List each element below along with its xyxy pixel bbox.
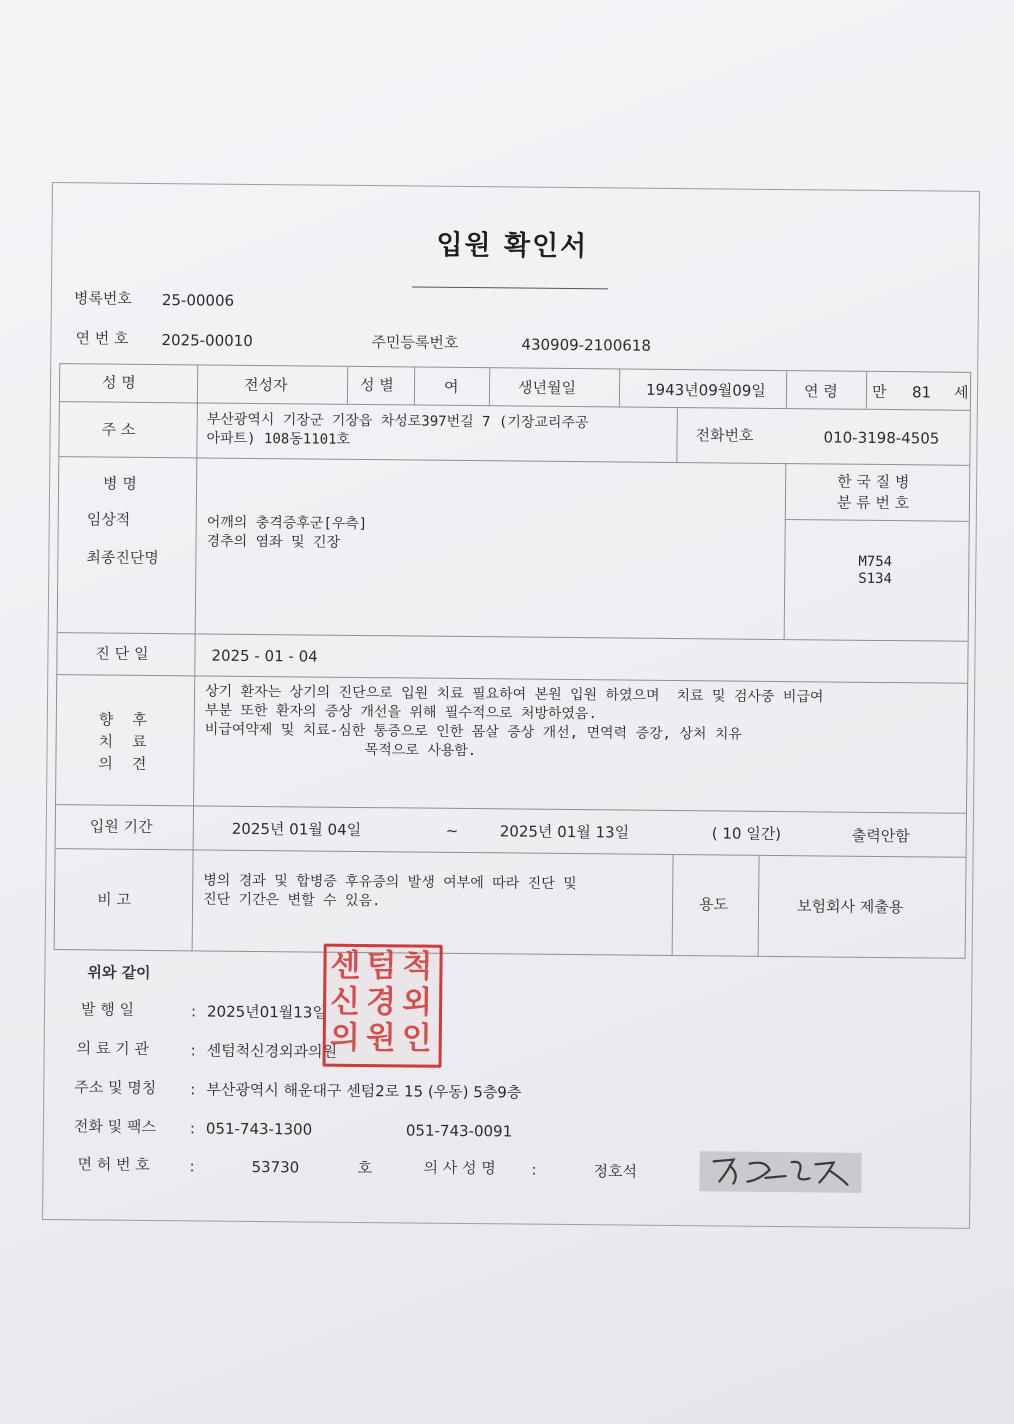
seal-glyph: 원 bbox=[365, 1020, 396, 1057]
institution-name: 센텀척신경외과의원 bbox=[206, 1041, 338, 1061]
issue-date: 2025년01월13일 bbox=[206, 1002, 327, 1022]
seal-glyph: 외 bbox=[401, 984, 433, 1021]
age-suffix: 세 bbox=[953, 383, 969, 402]
colon: : bbox=[190, 1080, 196, 1099]
remarks-label: 비 고 bbox=[97, 890, 131, 909]
title-underline bbox=[412, 286, 608, 289]
certificate-frame bbox=[42, 182, 980, 1229]
row-divider bbox=[785, 519, 969, 522]
seal-glyph: 인 bbox=[401, 1020, 432, 1057]
col-divider bbox=[489, 368, 490, 405]
opinion-label: 향 후 치 료 의 견 bbox=[98, 710, 147, 773]
institution-address: 부산광역시 해운대구 센텀2로 15 (우동) 5층9층 bbox=[206, 1080, 522, 1102]
period-print: 출력안함 bbox=[851, 826, 910, 846]
col-divider bbox=[414, 367, 415, 404]
tel-number: 051-743-1300 bbox=[205, 1119, 313, 1139]
period-label: 입원 기간 bbox=[89, 817, 153, 836]
fax-number: 051-743-0091 bbox=[405, 1121, 513, 1141]
resident-no: 430909-2100618 bbox=[521, 335, 652, 355]
record-no-label: 병록번호 bbox=[73, 289, 132, 308]
colon: : bbox=[189, 1157, 195, 1176]
record-no: 25-00006 bbox=[161, 291, 235, 310]
col-divider bbox=[672, 854, 674, 955]
period-start: 2025년 01월 04일 bbox=[231, 819, 362, 839]
age-prefix: 만 bbox=[871, 382, 887, 402]
diag-date-label: 진 단 일 bbox=[95, 644, 149, 663]
seal-glyph: 센 bbox=[330, 947, 361, 984]
birth-label: 생년월일 bbox=[517, 378, 577, 398]
license-ho: 호 bbox=[357, 1158, 373, 1178]
usage-label: 용도 bbox=[699, 895, 729, 914]
disease-label: 병 명 bbox=[103, 474, 137, 493]
patient-phone: 010-3198-4505 bbox=[823, 428, 940, 448]
colon: : bbox=[190, 1002, 197, 1021]
institution-label: 의 료 기 관 bbox=[76, 1039, 150, 1058]
col-divider bbox=[619, 369, 620, 406]
patient-age: 81 bbox=[911, 383, 932, 402]
seal-glyph: 신 bbox=[329, 983, 361, 1020]
kcd-label: 한 국 질 병 분 류 번 호 bbox=[836, 472, 910, 513]
doctor-signature bbox=[699, 1151, 861, 1193]
seal-glyph: 척 bbox=[402, 948, 433, 985]
col-divider bbox=[758, 855, 760, 956]
col-divider bbox=[192, 365, 199, 950]
remarks-text: 병의 경과 및 합병증 후유증의 발생 여부에 따라 진단 및 진단 기간은 변할 수 있음. bbox=[203, 872, 577, 910]
patient-address: 부산광역시 기장군 기장읍 차성로397번길 7 (기장교리주공 아파트) 108동1101호 bbox=[206, 411, 589, 448]
address-label: 주 소 bbox=[101, 420, 136, 439]
period-tilde: ~ bbox=[445, 821, 459, 840]
sex-label: 성 별 bbox=[359, 375, 394, 395]
tel-fax-label: 전화 및 팩스 bbox=[73, 1117, 157, 1137]
document-title: 입원 확인서 bbox=[436, 229, 589, 263]
age-label: 연 령 bbox=[803, 382, 838, 401]
col-divider bbox=[347, 367, 348, 404]
diag-date: 2025 - 01 - 04 bbox=[211, 646, 318, 666]
colon: : bbox=[531, 1160, 537, 1179]
seal-glyph: 경 bbox=[365, 984, 397, 1021]
signature-scribble bbox=[699, 1151, 861, 1193]
address-name-label: 주소 및 명칭 bbox=[74, 1078, 157, 1098]
doctor-label: 의 사 성 명 bbox=[423, 1158, 496, 1178]
col-divider bbox=[866, 372, 867, 409]
seal-glyph: 의 bbox=[329, 1019, 360, 1056]
patient-name: 전성자 bbox=[243, 375, 288, 395]
usage-text: 보험회사 제출용 bbox=[796, 897, 904, 917]
period-days: ( 10 일간) bbox=[711, 824, 782, 844]
final-diagnosis-label: 최종진단명 bbox=[86, 548, 159, 568]
treatment-opinion: 상기 환자는 상기의 진단으로 입원 치료 필요하여 본원 입원 하였으며 치료 및 검사중 비급여 부분 또한 환자의 증상 개선을 위해 필수적으로 처방하였음. 비급여약제 및 치료-심한 통증으로 인한 몸살 증상 개선, 면역력 증강, 상처 치유 목적으로 사용함. bbox=[204, 683, 824, 760]
col-divider bbox=[786, 371, 787, 408]
birth-date: 1943년09월09일 bbox=[645, 380, 766, 400]
license-number: 53730 bbox=[251, 1157, 300, 1177]
serial-no-label: 연 번 호 bbox=[75, 329, 129, 348]
resident-no-label: 주민등록번호 bbox=[371, 333, 459, 352]
col-divider bbox=[676, 407, 678, 462]
kcd-codes: M754 S134 bbox=[858, 553, 893, 588]
serial-no: 2025-00010 bbox=[161, 331, 253, 350]
colon: : bbox=[190, 1041, 196, 1060]
license-label: 면 허 번 호 bbox=[77, 1155, 150, 1174]
patient-sex: 여 bbox=[443, 377, 459, 396]
diagnosis-text: 어깨의 충격증후군[우측] 경추의 염좌 및 긴장 bbox=[206, 514, 368, 551]
col-divider bbox=[784, 463, 787, 639]
clinical-label: 임상적 bbox=[86, 510, 131, 529]
seal-glyph: 텀 bbox=[366, 948, 397, 985]
as-above-label: 위와 같이 bbox=[87, 963, 151, 982]
period-end: 2025년 01월 13일 bbox=[499, 822, 630, 842]
official-seal bbox=[323, 944, 443, 1068]
doctor-name: 정호석 bbox=[593, 1162, 638, 1181]
info-table bbox=[54, 363, 972, 959]
name-label: 성 명 bbox=[101, 373, 136, 392]
issue-date-label: 발 행 일 bbox=[80, 1000, 135, 1019]
phone-label: 전화번호 bbox=[695, 426, 754, 445]
colon: : bbox=[189, 1119, 196, 1138]
